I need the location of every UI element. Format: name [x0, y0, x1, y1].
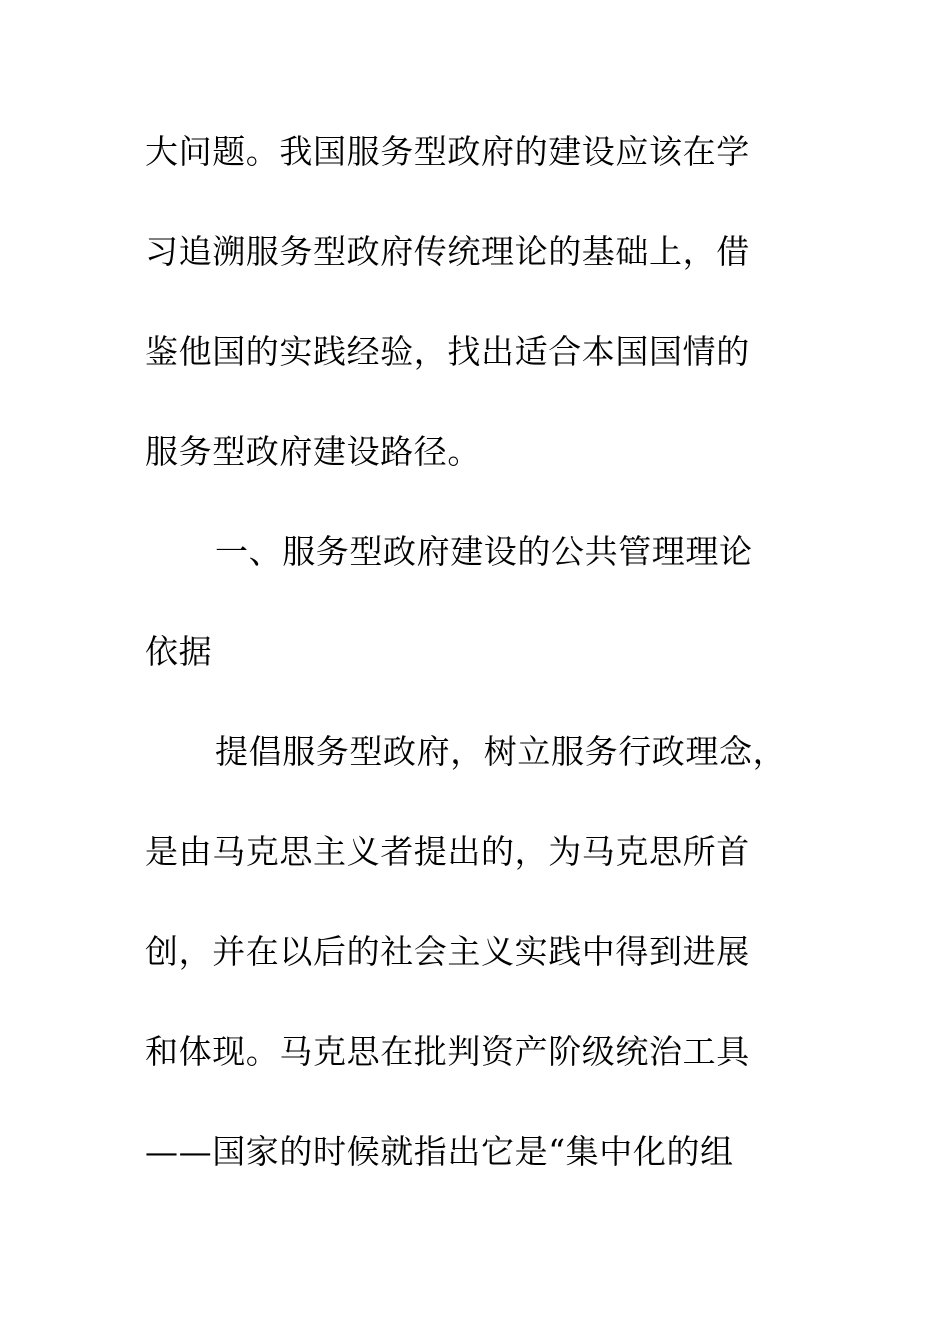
text-line: 提倡服务型政府，树立服务行政理念，	[215, 732, 787, 771]
text-line: 创，并在以后的社会主义实践中得到进展	[145, 932, 750, 971]
text-line: 习追溯服务型政府传统理论的基础上，借	[145, 232, 750, 271]
text-line: 鉴他国的实践经验，找出适合本国国情的	[145, 332, 750, 371]
text-line: 是由马克思主义者提出的，为马克思所首	[145, 832, 750, 871]
text-line: 大问题。我国服务型政府的建设应该在学	[145, 132, 750, 171]
section-heading-continuation: 依据	[145, 632, 213, 671]
text-line: 和体现。马克思在批判资产阶级统治工具	[145, 1032, 750, 1071]
text-line: 服务型政府建设路径。	[145, 432, 481, 471]
text-line: ——国家的时候就指出它是“集中化的组	[145, 1132, 734, 1171]
section-heading: 一、服务型政府建设的公共管理理论	[215, 532, 753, 571]
